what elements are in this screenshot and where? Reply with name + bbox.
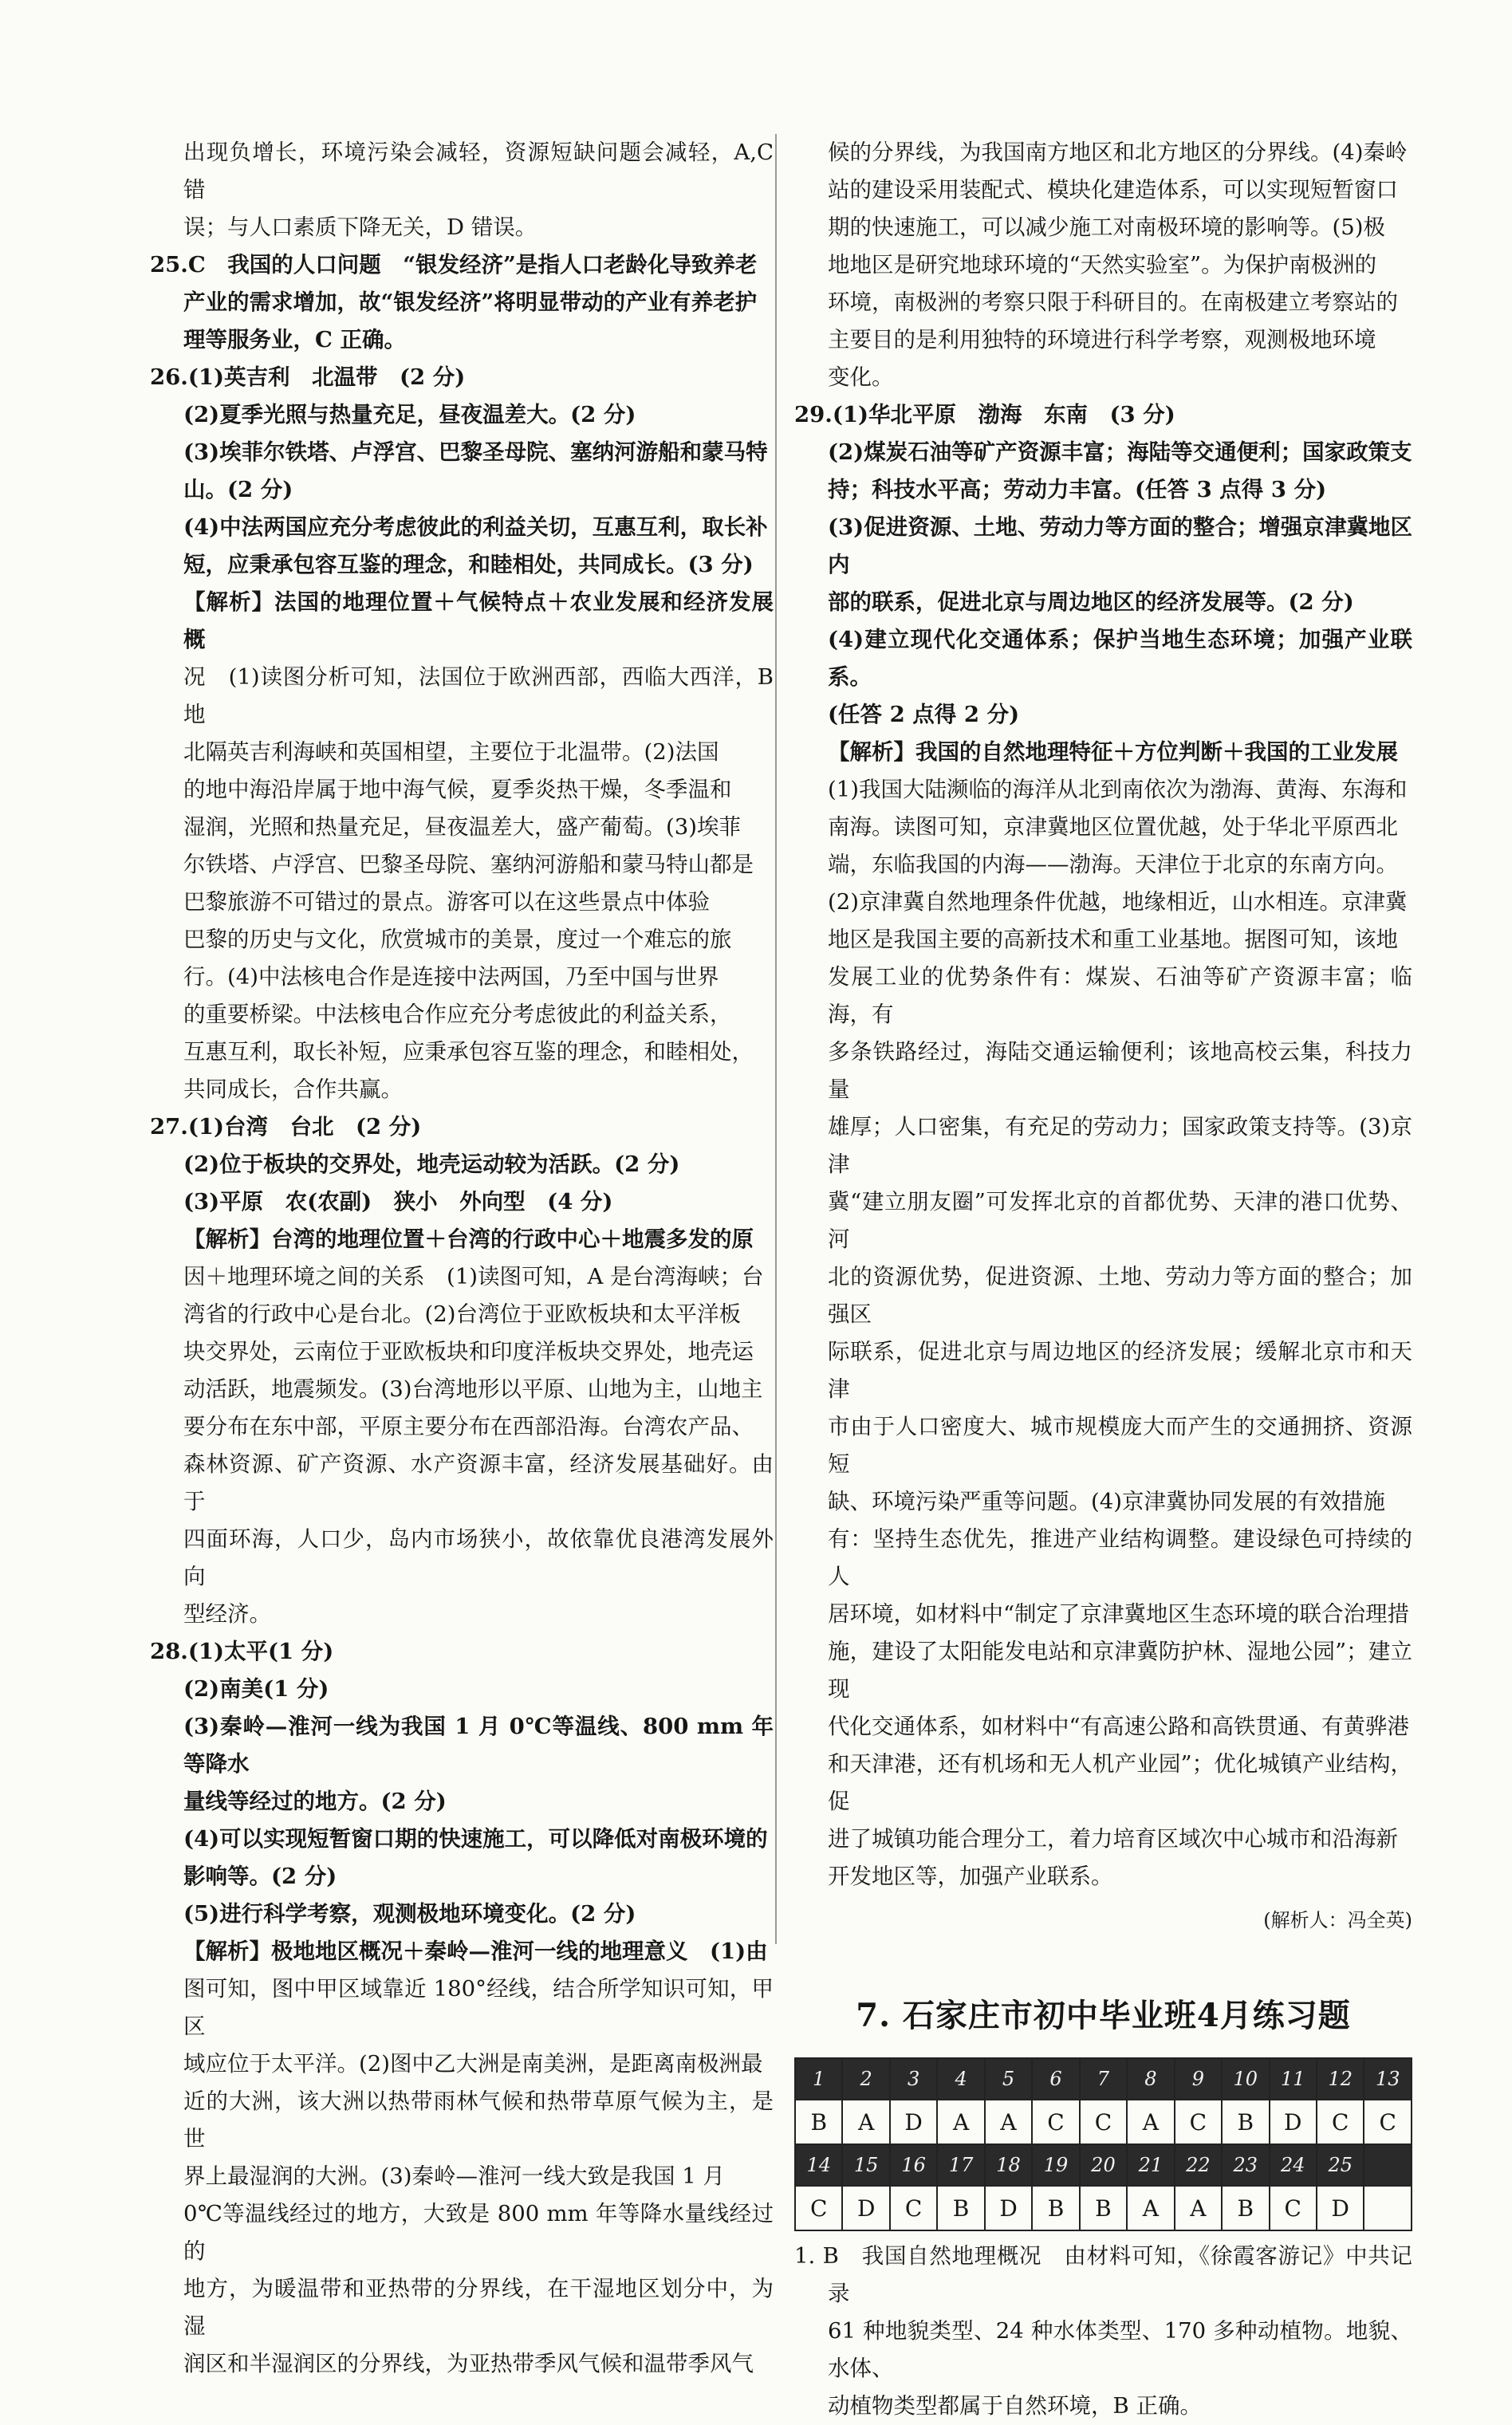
text-line: 站的建设采用装配式、模块化建造体系，可以实现短暂窗口 [828, 177, 1398, 203]
question-number-cell: 1 [795, 2058, 842, 2100]
text-line: 的地中海沿岸属于地中海气候，夏季炎热干燥，冬季温和 [183, 777, 732, 802]
answer-table-answers-row-1 [795, 2100, 1412, 2144]
question-number-cell: 22 [1175, 2144, 1222, 2186]
answer-cell: D [1270, 2100, 1317, 2144]
right-column [794, 134, 1412, 2425]
text-line: 施，建设了太阳能发电站和京津冀防护林、湿地公园”；建立现 [828, 1639, 1412, 1702]
text-line: 误；与人口素质下降无关，D 错误。 [183, 215, 537, 240]
text-line: 地区是我国主要的高新技术和重工业基地。据图可知，该地 [828, 927, 1398, 952]
text-line: (3)埃菲尔铁塔、卢浮宫、巴黎圣母院、塞纳河游船和蒙马特 [183, 439, 768, 465]
text-line: 动植物类型都属于自然环境，B 正确。 [828, 2393, 1202, 2419]
text-line: 近的大洲，该大洲以热带雨林气候和热带草原气候为主，是世 [183, 2088, 774, 2151]
text-line: 发展工业的优势条件有：煤炭、石油等矿产资源丰富；临海，有 [828, 964, 1412, 1027]
text-line: 冀“建立朋友圈”可发挥北京的首都优势、天津的港口优势、河 [828, 1189, 1412, 1252]
text-line: 森林资源、矿产资源、水产资源丰富，经济发展基础好。由于 [183, 1451, 774, 1514]
text-line: 行。(4)中法核电合作是连接中法两国，乃至中国与世界 [183, 964, 719, 990]
text-line: 主要目的是利用独特的环境进行科学考察，观测极地环境 [828, 327, 1376, 352]
explanation-text [794, 2238, 1412, 2425]
text-line: 地方，为暖温带和亚热带的分界线，在干湿地区划分中，为湿 [183, 2276, 774, 2339]
question-number-cell: 19 [1032, 2144, 1079, 2186]
text-line: 湿润，光照和热量充足，昼夜温差大，盛产葡萄。(3)埃菲 [183, 814, 741, 840]
answer-cell: C [1080, 2100, 1127, 2144]
answer-cell: C [795, 2186, 842, 2230]
question-number-cell: 25 [1317, 2144, 1364, 2186]
answer-cell: A [937, 2100, 984, 2144]
answer-cell: B [937, 2186, 984, 2230]
text-line: 雄厚；人口密集，有充足的劳动力；国家政策支持等。(3)京津 [828, 1114, 1412, 1177]
text-line: 尔铁塔、卢浮宫、巴黎圣母院、塞纳河游船和蒙马特山都是 [183, 852, 754, 877]
text-line: 进了城镇功能合理分工，着力培育区域次中心城市和沿海新 [828, 1826, 1398, 1852]
text-line: 【解析】台湾的地理位置＋台湾的行政中心＋地震多发的原 [183, 1226, 754, 1252]
answer-table-numbers-row-1 [795, 2058, 1412, 2100]
answer-cell: A [842, 2100, 889, 2144]
text-line: (5)进行科学考察，观测极地环境变化。(2 分) [183, 1901, 636, 1927]
text-line: (1)我国大陆濒临的海洋从北到南依次为渤海、黄海、东海和 [828, 777, 1408, 802]
text-line: (3)平原 农(农副) 狭小 外向型 (4 分) [183, 1189, 613, 1214]
answer-cell: C [1270, 2186, 1317, 2230]
answer-cell: C [1317, 2100, 1364, 2144]
text-line: 端，东临我国的内海——渤海。天津位于北京的东南方向。 [828, 852, 1398, 877]
text-line: 山。(2 分) [183, 477, 293, 502]
text-line: 况 (1)读图分析可知，法国位于欧洲西部，西临大西洋，B 地 [183, 664, 774, 727]
answer-cell: A [1175, 2186, 1222, 2230]
question-number-cell: 11 [1270, 2058, 1317, 2100]
text-line: 量线等经过的地方。(2 分) [183, 1789, 447, 1814]
text-line: (4)可以实现短暂窗口期的快速施工，可以降低对南极环境的 [183, 1826, 768, 1852]
question-number-cell: 12 [1317, 2058, 1364, 2100]
question-number-cell: 24 [1270, 2144, 1317, 2186]
text-line: (3)促进资源、土地、劳动力等方面的整合；增强京津冀地区内 [828, 514, 1412, 577]
answer-cell: A [1127, 2100, 1174, 2144]
text-line: 25.C 我国的人口问题 “银发经济”是指人口老龄化导致养老 [150, 252, 758, 278]
analyst-credit: (解析人：冯全英) [1263, 1909, 1412, 1931]
text-line: 代化交通体系，如材料中“有高速公路和高铁贯通、有黄骅港 [828, 1714, 1410, 1739]
answer-cell: C [890, 2186, 937, 2230]
text-line: 的重要桥梁。中法核电合作应充分考虑彼此的利益关系， [183, 1002, 732, 1027]
question-number-cell: 23 [1222, 2144, 1269, 2186]
answer-cell: B [1222, 2186, 1269, 2230]
text-line: 多条铁路经过，海陆交通运输便利；该地高校云集，科技力量 [828, 1039, 1412, 1102]
text-line: 变化。 [828, 364, 894, 390]
right-column-text [794, 134, 1412, 1896]
text-line: (2)位于板块的交界处，地壳运动较为活跃。(2 分) [183, 1151, 680, 1177]
question-number-cell: 5 [985, 2058, 1032, 2100]
text-line: 29.(1)华北平原 渤海 东南 (3 分) [794, 402, 1175, 427]
text-line: 候的分界线，为我国南方地区和北方地区的分界线。(4)秦岭 [828, 140, 1408, 165]
text-line: (2)南美(1 分) [183, 1676, 329, 1702]
text-line: 26.(1)英吉利 北温带 (2 分) [150, 364, 466, 390]
text-line: 居环境，如材料中“制定了京津冀地区生态环境的联合治理措 [828, 1601, 1410, 1627]
text-line: 28.(1)太平(1 分) [150, 1639, 334, 1664]
text-line: 湾省的行政中心是台北。(2)台湾位于亚欧板块和太平洋板 [183, 1301, 741, 1327]
question-number-cell: 9 [1175, 2058, 1222, 2100]
text-line: 地地区是研究地球环境的“天然实验室”。为保护南极洲的 [828, 252, 1377, 278]
text-line: (3)秦岭—淮河一线为我国 1 月 0℃等温线、800 mm 年等降水 [183, 1714, 774, 1777]
answer-table [794, 2057, 1412, 2231]
answer-table-numbers-row-2 [795, 2144, 1412, 2186]
text-line: 【解析】极地地区概况＋秦岭—淮河一线的地理意义 (1)由 [183, 1939, 768, 1964]
question-number-cell: 7 [1080, 2058, 1127, 2100]
text-line: 因＋地理环境之间的关系 (1)读图可知，A 是台湾海峡；台 [183, 1264, 764, 1289]
text-line: 巴黎旅游不可错过的景点。游客可以在这些景点中体验 [183, 889, 710, 915]
answer-cell: D [985, 2186, 1032, 2230]
text-line: 四面环海，人口少，岛内市场狭小，故依靠优良港湾发展外向 [183, 1526, 774, 1589]
text-line: 【解析】法国的地理位置＋气候特点＋农业发展和经济发展概 [183, 589, 774, 652]
text-line: 开发地区等，加强产业联系。 [828, 1864, 1113, 1889]
text-line: 和天津港，还有机场和无人机产业园”；优化城镇产业结构，促 [828, 1751, 1412, 1814]
text-line: 北隔英吉利海峡和英国相望，主要位于北温带。(2)法国 [183, 739, 719, 765]
text-line: 61 种地貌类型、24 种水体类型、170 多种动植物。地貌、水体、 [828, 2318, 1412, 2381]
answer-cell: C [1032, 2100, 1079, 2144]
text-line: 要分布在东中部，平原主要分布在西部沿海。台湾农产品、 [183, 1414, 754, 1439]
text-line: 产业的需求增加，故“银发经济”将明显带动的产业有养老护 [183, 289, 758, 315]
answer-cell: A [985, 2100, 1032, 2144]
answer-cell: D [1317, 2186, 1364, 2230]
text-line: 图可知，图中甲区域靠近 180°经线，结合所学知识可知，甲区 [183, 1976, 774, 2039]
text-line: 域应位于太平洋。(2)图中乙大洲是南美洲，是距离南极洲最 [183, 2051, 763, 2077]
text-line: (4)建立现代化交通体系；保护当地生态环境；加强产业联系。 [828, 627, 1412, 690]
answer-cell: D [842, 2186, 889, 2230]
section-title: 7. 石家庄市初中毕业班4月练习题 [856, 1997, 1351, 2034]
answer-cell: A [1127, 2186, 1174, 2230]
question-number-cell: 2 [842, 2058, 889, 2100]
text-line: 润区和半湿润区的分界线，为亚热带季风气候和温带季风气 [183, 2351, 754, 2376]
question-number-cell: 16 [890, 2144, 937, 2186]
question-number-cell: 3 [890, 2058, 937, 2100]
answer-cell: B [1032, 2186, 1079, 2230]
text-line: 理等服务业，C 正确。 [183, 327, 406, 352]
text-line: 北的资源优势，促进资源、土地、劳动力等方面的整合；加强区 [828, 1264, 1412, 1327]
question-number-cell: 21 [1127, 2144, 1174, 2186]
text-line: 出现负增长，环境污染会减轻，资源短缺问题会减轻，A,C 错 [183, 140, 774, 203]
text-line: 界上最湿润的大洲。(3)秦岭—淮河一线大致是我国 1 月 [183, 2163, 725, 2189]
question-number-cell: 15 [842, 2144, 889, 2186]
text-line: 巴黎的历史与文化，欣赏城市的美景，度过一个难忘的旅 [183, 927, 732, 952]
text-line: 有：坚持生态优先，推进产业结构调整。建设绿色可持续的人 [828, 1526, 1412, 1589]
text-line: 型经济。 [183, 1601, 271, 1627]
question-number-cell: 14 [795, 2144, 842, 2186]
question-number-cell: 13 [1364, 2058, 1412, 2100]
text-line: 块交界处，云南位于亚欧板块和印度洋板块交界处，地壳运 [183, 1339, 754, 1364]
text-line: 1. B 我国自然地理概况 由材料可知，《徐霞客游记》中共记录 [794, 2243, 1412, 2306]
text-line: 短，应秉承包容互鉴的理念，和睦相处，共同成长。(3 分) [183, 552, 754, 577]
text-line: 部的联系，促进北京与周边地区的经济发展等。(2 分) [828, 589, 1354, 615]
left-column [150, 134, 774, 2383]
text-line: 南海。读图可知，京津冀地区位置优越，处于华北平原西北 [828, 814, 1398, 840]
text-line: 市由于人口密度大、城市规模庞大而产生的交通拥挤、资源短 [828, 1414, 1412, 1477]
text-line: 际联系，促进北京与周边地区的经济发展；缓解北京市和天津 [828, 1339, 1412, 1402]
text-line: 互惠互利，取长补短，应秉承包容互鉴的理念，和睦相处， [183, 1039, 754, 1065]
answer-table-answers-row-2 [795, 2186, 1412, 2230]
text-line: 【解析】我国的自然地理特征＋方位判断＋我国的工业发展 [828, 739, 1398, 765]
answer-cell: B [1080, 2186, 1127, 2230]
text-line: 27.(1)台湾 台北 (2 分) [150, 1114, 422, 1140]
question-number-cell: 18 [985, 2144, 1032, 2186]
text-line: 动活跃，地震频发。(3)台湾地形以平原、山地为主，山地主 [183, 1376, 763, 1402]
text-line: 共同成长，合作共赢。 [183, 1077, 403, 1102]
text-line: 期的快速施工，可以减少施工对南极环境的影响等。(5)极 [828, 215, 1385, 240]
answer-cell: B [1222, 2100, 1269, 2144]
text-line: (2)京津冀自然地理条件优越，地缘相近，山水相连。京津冀 [828, 889, 1408, 915]
question-number-cell: 17 [937, 2144, 984, 2186]
question-number-cell: 8 [1127, 2058, 1174, 2100]
text-line: (2)夏季光照与热量充足，昼夜温差大。(2 分) [183, 402, 636, 427]
question-number-cell: 20 [1080, 2144, 1127, 2186]
text-line: 持；科技水平高；劳动力丰富。(任答 3 点得 3 分) [828, 477, 1327, 502]
answer-cell: C [1175, 2100, 1222, 2144]
text-line: (4)中法两国应充分考虑彼此的利益关切，互惠互利，取长补 [183, 514, 768, 540]
answer-cell: C [1364, 2100, 1412, 2144]
question-number-cell [1364, 2144, 1412, 2186]
answer-cell: B [795, 2100, 842, 2144]
text-line: 影响等。(2 分) [183, 1864, 337, 1889]
answer-cell [1364, 2186, 1412, 2230]
question-number-cell: 4 [937, 2058, 984, 2100]
answer-cell: D [890, 2100, 937, 2144]
text-line: 环境，南极洲的考察只限于科研目的。在南极建立考察站的 [828, 289, 1398, 315]
text-line: (2)煤炭石油等矿产资源丰富；海陆等交通便利；国家政策支 [828, 439, 1412, 465]
question-number-cell: 10 [1222, 2058, 1269, 2100]
text-line: 0℃等温线经过的地方，大致是 800 mm 年等降水量线经过的 [183, 2201, 774, 2264]
text-line: 缺、环境污染严重等问题。(4)京津冀协同发展的有效措施 [828, 1489, 1385, 1514]
text-line: (任答 2 点得 2 分) [828, 702, 1020, 727]
question-number-cell: 6 [1032, 2058, 1079, 2100]
